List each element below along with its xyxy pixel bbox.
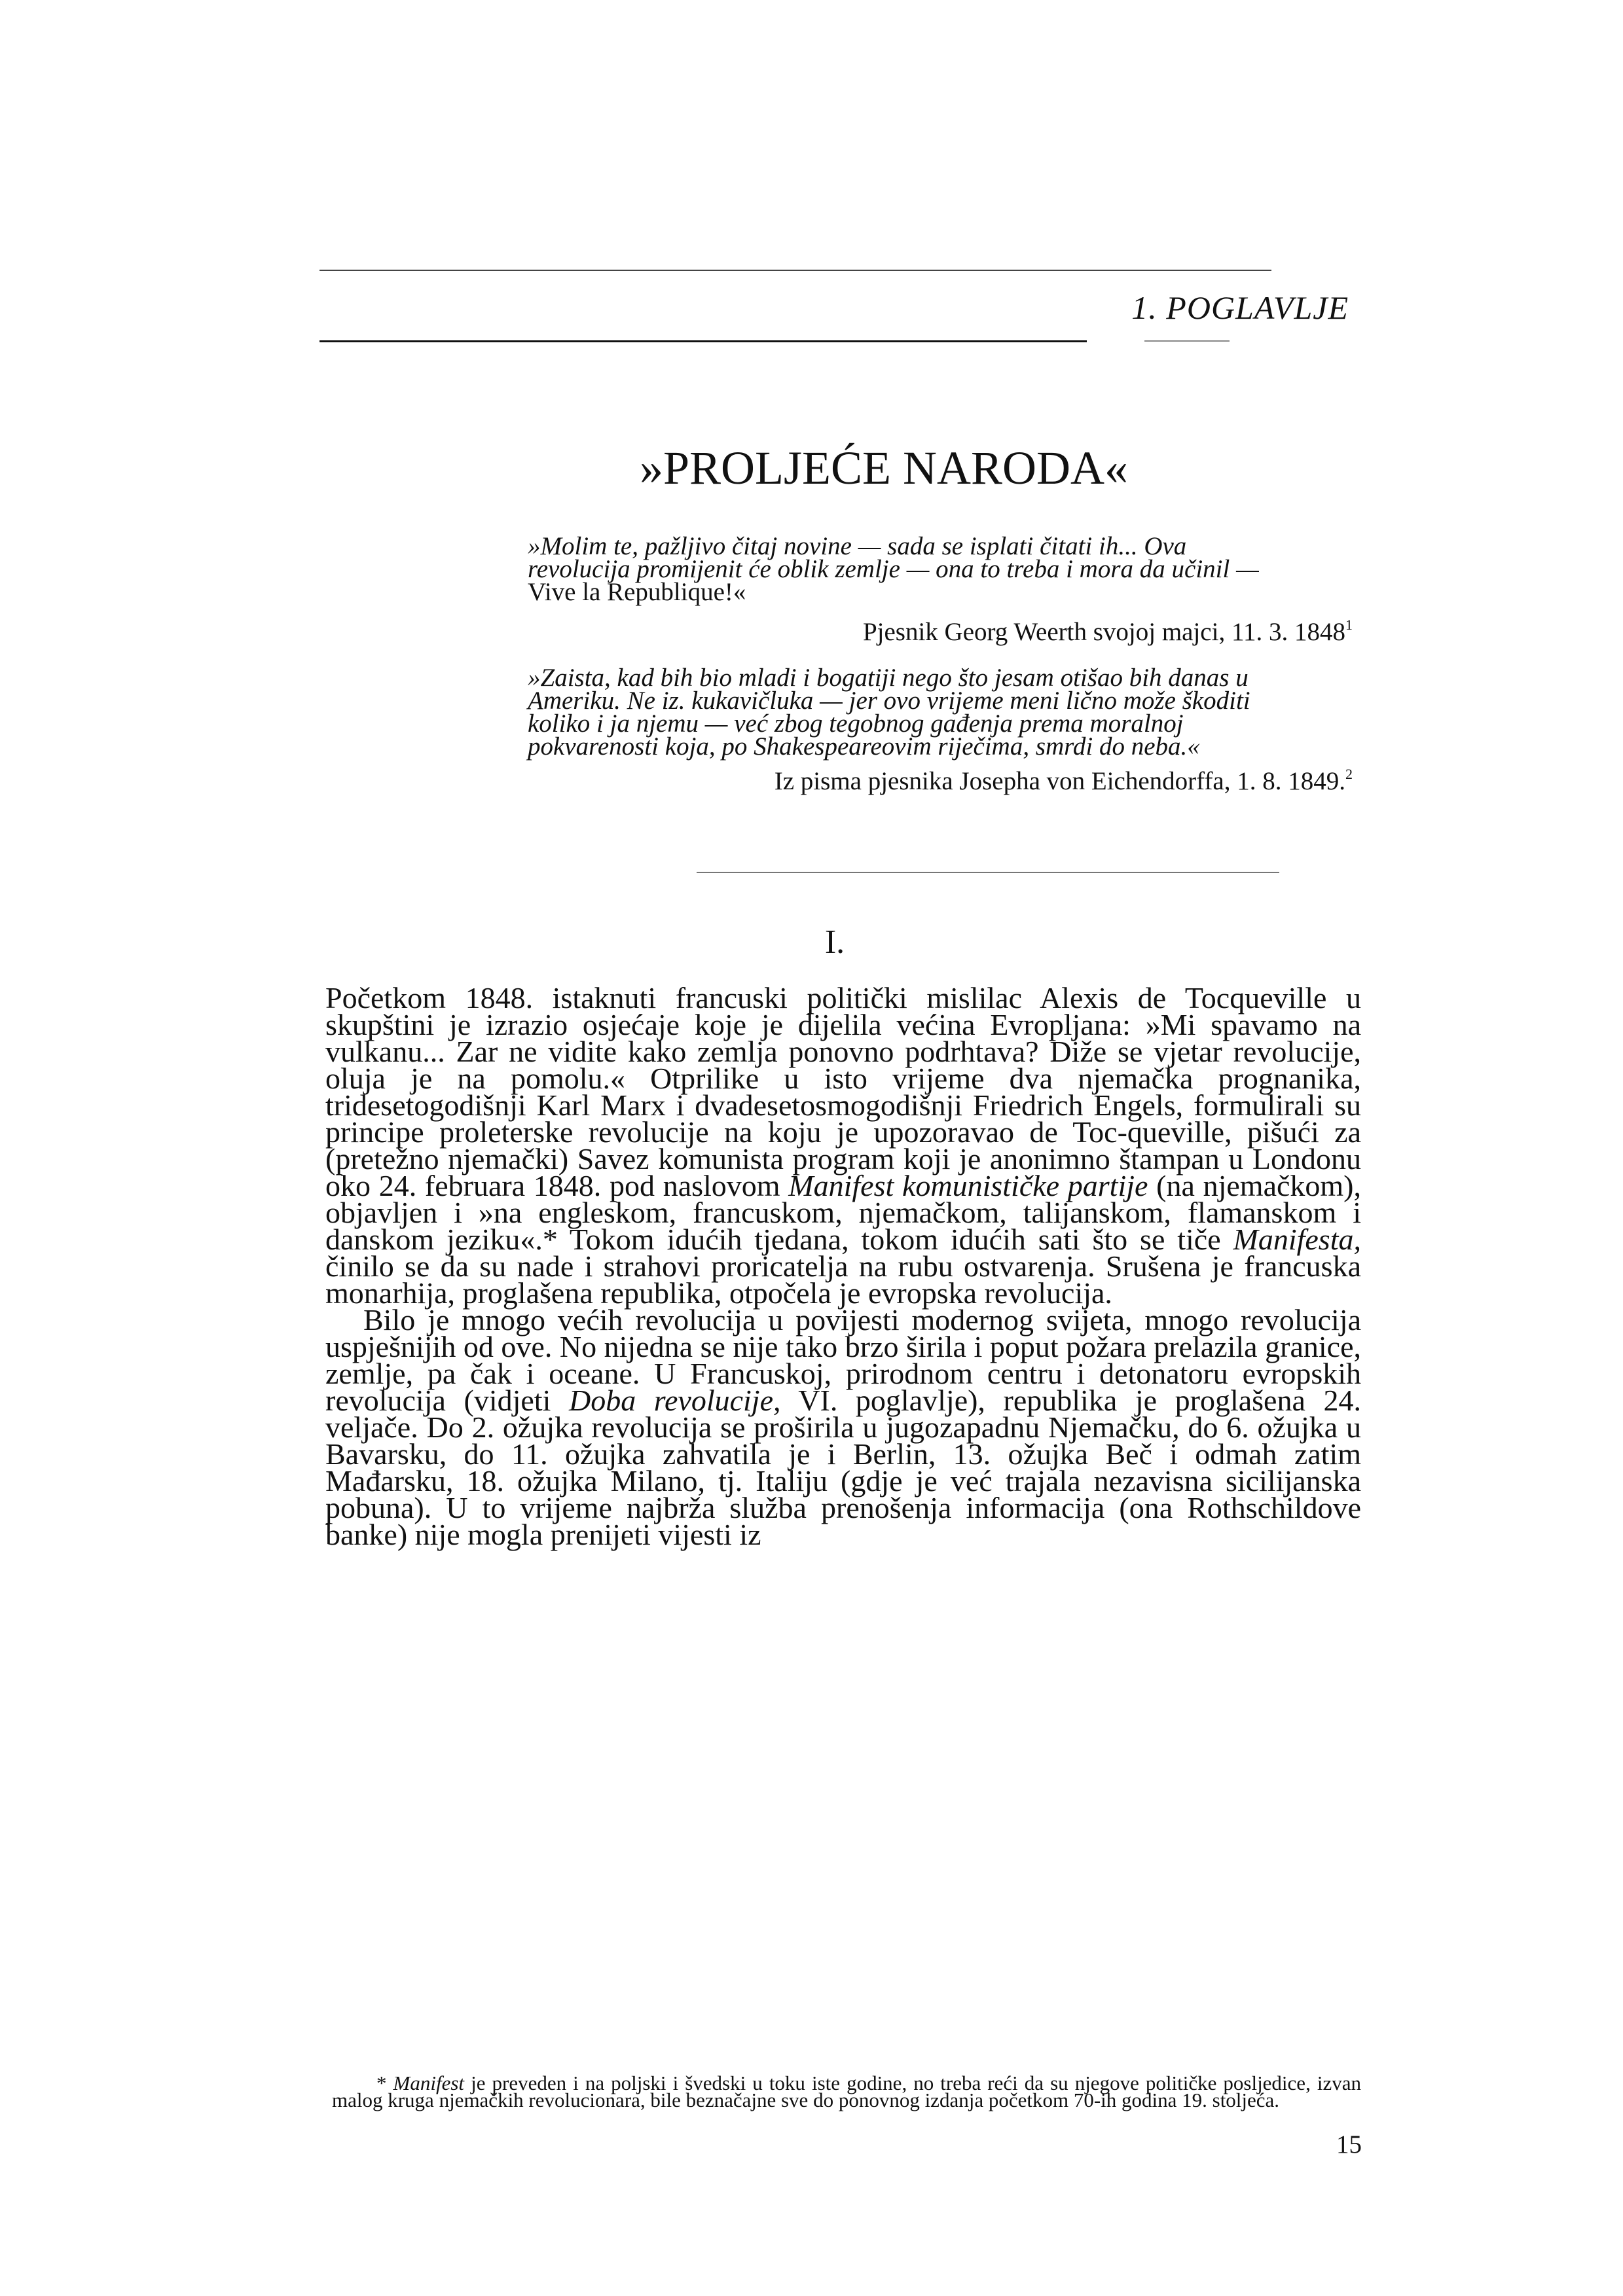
paragraph-1-part-2: (na njemačkom), objavljen i »na engleskom, francuskom, njemačkom, talijanskom, flamanskom i danskom jeziku«.* Tokom idućih tjedana, tokom idućih sati što se tiče <box>325 1169 1361 1256</box>
paragraph-1-part-3: činilo se da su nade i strahovi proricatelja na rubu ostvarenja. Srušena je francuska monarhija, proglašena republika, otpočela je evropska revolucija. <box>325 1249 1361 1310</box>
header-short-rule <box>1144 340 1230 342</box>
chapter-label: 1. POGLAVLJE <box>1131 289 1349 326</box>
epigraph-2-attribution-text: Iz pisma pjesnika Josepha von Eichendorffa, 1. 8. 1849. <box>774 767 1345 795</box>
epigraph-1-line-1: »Molim te, pažljivo čitaj novine — sada se isplati čitati ih... Ova <box>528 532 1187 560</box>
paragraph-1-italic-2: Manifesta, <box>1233 1223 1361 1256</box>
footnote-ref-2: 2 <box>1345 766 1353 782</box>
epigraph-2-attribution <box>528 767 1353 796</box>
section-heading: I. <box>824 924 845 961</box>
header-bottom-rule <box>319 340 1087 342</box>
paragraph-1-part-1: Početkom 1848. istaknuti francuski politički mislilac Alexis de Tocqueville u skupštini je izrazio osjećaje koje je dijelila većina Evropljana: »Mi spavamo na vulkanu... Zar ne vidite kako zemlja ponovno podrhtava? Diže se vjetar revolucije, oluja je na pomolu.« Otprilike u isto vrijeme dva njemačka prognanika, tridesetogodišnji Karl Marx i dvadesetosmogodišnji Friedrich Engels, formulirali su principe proleterske revolucije na koju je upozoravao de Toc-queville, pišući za (pretežno njemački) Savez komunista program koji je anonimno štampan u Londonu oko 24. februara 1848. pod naslovom <box>325 981 1361 1202</box>
paragraph-2-italic-1: Doba revolucije, <box>568 1384 781 1417</box>
body-text <box>325 981 1361 1551</box>
footnote-ref-1: 1 <box>1345 617 1353 633</box>
page-number: 15 <box>1336 2130 1362 2159</box>
epigraph-1-attribution-text: Pjesnik Georg Weerth svojoj majci, 11. 3. 1848 <box>862 618 1345 646</box>
footnote <box>332 2072 1361 2111</box>
chapter-title: »PROLJEĆE NARODA« <box>639 442 1129 494</box>
epigraph-2-line-3: koliko i ja njemu — već zbog tegobnog gađenja prema moralnoj <box>528 709 1184 738</box>
epigraph-2 <box>528 664 1353 761</box>
paragraph-1 <box>325 981 1361 1310</box>
footnote-marker: * <box>376 2072 387 2094</box>
footnote-text: je preveden i na poljski i švedski u toku iste godine, no treba reći da su njegove političke posljedice, izvan malog kruga njemačkih revolucionara, bile beznačajne sve do ponovnog izdanja početkom 70-ih godina 19. stoljeća. <box>332 2072 1361 2111</box>
epigraph-1-attribution <box>528 618 1353 647</box>
paragraph-2 <box>325 1303 1361 1551</box>
paragraph-2-part-2: VI. poglavlje), republika je proglašena 24. veljače. Do 2. ožujka revolucija se proširila u jugozapadnu Njemačku, do 6. ožujka u Bavarsku, do 11. ožujka zahvatila je i Berlin, 13. ožujka Beč i odmah zatim Mađarsku, 18. ožujka Milano, tj. Italiju (gdje je već trajala nezavisna sicilijanska pobuna). U to vrijeme najbrža služba prenošenja informacija (ona Rothschildove banke) nije mogla prenijeti vijesti iz <box>325 1384 1361 1551</box>
footnote-italic: Manifest <box>393 2072 465 2094</box>
paragraph-2-part-1: Bilo je mnogo većih revolucija u povijesti modernog svijeta, mnogo revolucija uspješnijih od ove. No nijedna se nije tako brzo širila i poput požara prelazila granice, zemlje, pa čak i oceane. U Francuskoj, prirodnom centru i detonatoru evropskih revolucija (vidjeti <box>325 1303 1361 1417</box>
epigraph-2-line-1: »Zaista, kad bih bio mladi i bogatiji nego što jesam otišao bih danas u <box>528 664 1249 692</box>
section-separator <box>697 872 1279 873</box>
epigraph-1 <box>528 532 1353 606</box>
epigraph-1-line-2: revolucija promijenit će oblik zemlje — ona to treba i mora da učinil — <box>528 555 1259 583</box>
epigraph-2-line-4: pokvarenosti koja, po Shakespeareovim riječima, smrdi do neba.« <box>528 732 1200 761</box>
epigraph-1-last-line: Vive la Republique!« <box>528 578 746 606</box>
paragraph-1-italic-1: Manifest komunističke partije <box>788 1169 1148 1202</box>
header-top-rule <box>319 270 1271 271</box>
epigraph-2-line-2: Ameriku. Ne iz. kukavičluka — jer ovo vrijeme meni lično može škoditi <box>528 687 1250 715</box>
